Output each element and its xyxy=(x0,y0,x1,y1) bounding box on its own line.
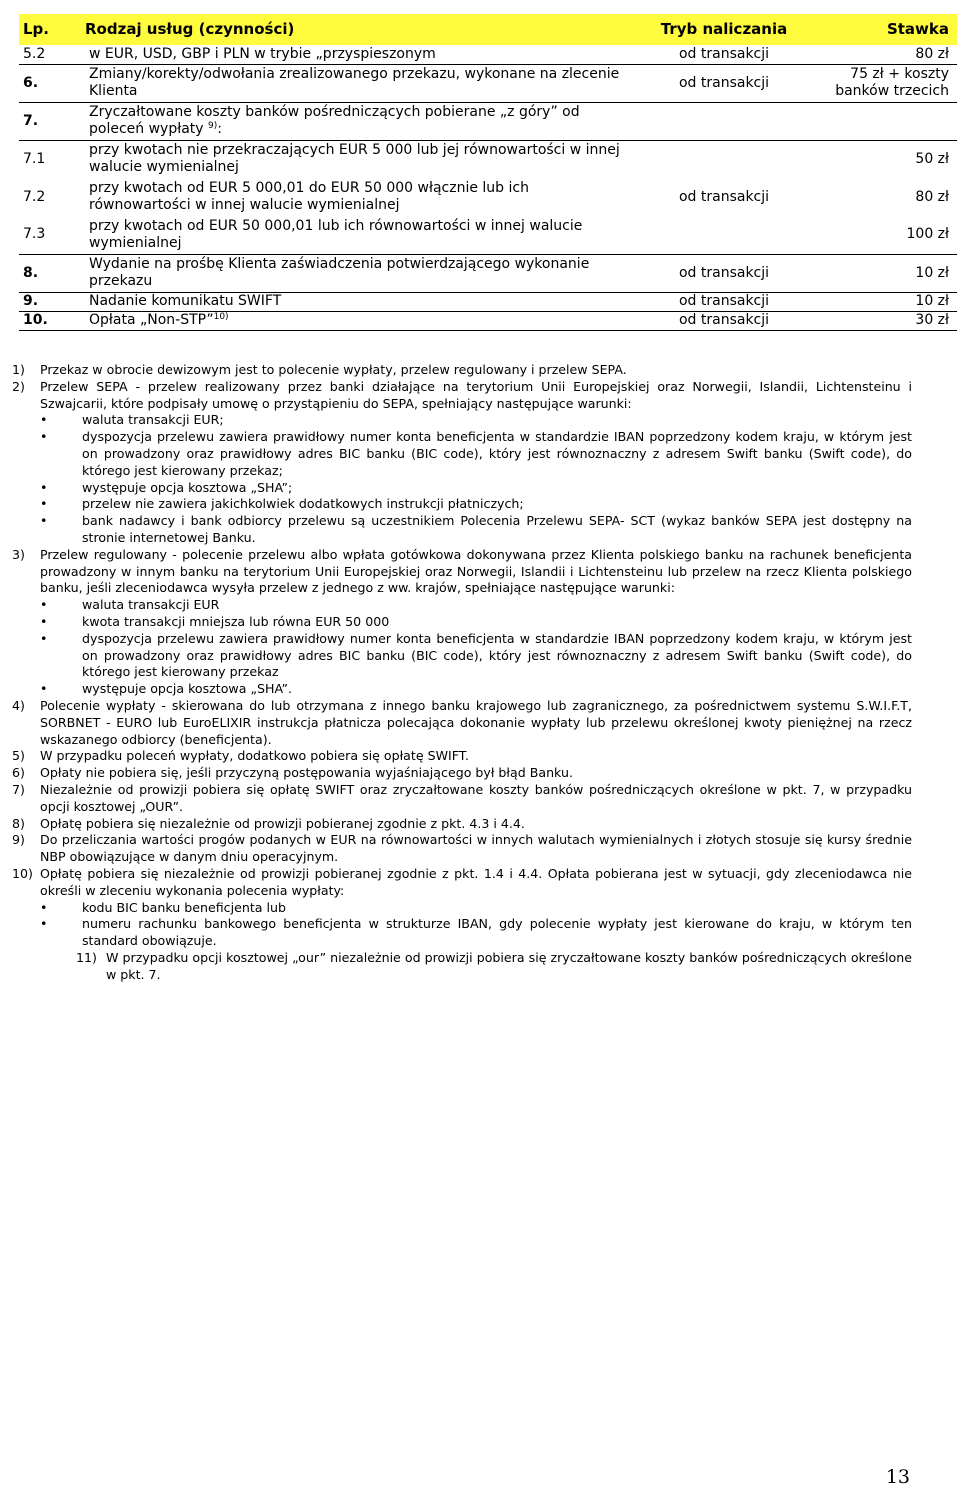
row-mode: od transakcji xyxy=(678,45,770,62)
footnote xyxy=(12,362,912,379)
footnote xyxy=(12,379,912,547)
row-desc: w EUR, USD, GBP i PLN w trybie „przyspieszonym xyxy=(89,45,436,62)
list-item: • występuje opcja kosztowa „SHA”. xyxy=(40,681,293,697)
footnote-ref: 10) xyxy=(213,312,229,322)
table-row xyxy=(19,64,957,102)
row-lp: 9. xyxy=(23,293,39,309)
row-desc-text: Opłata „Non-STP” xyxy=(89,312,214,328)
bullet-icon: • xyxy=(40,630,48,646)
row-rate: 10 zł xyxy=(915,264,949,281)
fee-table xyxy=(19,14,957,331)
footnotes xyxy=(12,362,912,983)
footnote xyxy=(12,816,912,833)
row-lp: 8. xyxy=(23,264,39,281)
footnote-number: 5) xyxy=(12,748,25,764)
footnote-ref: 9) xyxy=(208,121,218,131)
row-desc: przy kwotach od EUR 50 000,01 lub ich równowartości w innej walucie wymienialnej xyxy=(89,217,583,251)
list-item: • numeru rachunku bankowego beneficjenta w strukturze IBAN, gdy polecenie wypłaty jest kierowane do kraju, w którym ten standard obowiązuje. xyxy=(40,916,912,949)
footnote xyxy=(12,832,912,866)
row-rate: 75 zł + koszty banków trzecich xyxy=(835,66,949,99)
footnote-number: 10) xyxy=(12,865,33,881)
bullet-icon: • xyxy=(40,899,48,915)
row-lp: 5.2 xyxy=(23,45,46,62)
row-rate: 80 zł xyxy=(915,188,949,205)
bullet-list xyxy=(40,597,912,698)
table-row xyxy=(19,45,957,64)
list-item: • waluta transakcji EUR; xyxy=(40,412,224,428)
row-desc xyxy=(81,102,641,140)
row-rate: 80 zł xyxy=(915,45,949,62)
row-mode: od transakcji xyxy=(678,312,770,328)
table-header-row xyxy=(19,14,957,45)
footnote-number: 1) xyxy=(12,362,25,377)
footnote xyxy=(12,765,912,782)
footnote-number: 8) xyxy=(12,815,25,831)
bullet-icon: • xyxy=(40,613,48,629)
footnote-number: 11) xyxy=(76,949,97,965)
footnote-text: Niezależnie od prowizji pobiera się opłatę SWIFT oraz zryczałtowane koszty banków pośredniczących określone w pkt. 7, w przypadku opcji kosztowej „OUR”. xyxy=(40,781,912,814)
footnote xyxy=(12,547,912,698)
list-item: • waluta transakcji EUR xyxy=(40,597,220,613)
row-rate: 50 zł xyxy=(915,150,949,167)
row-rate: 10 zł xyxy=(915,293,949,309)
footnote-text: Opłatę pobiera się niezależnie od prowizji pobieranej zgodnie z pkt. 4.3 i 4.4. xyxy=(40,815,525,831)
footnote-number: 4) xyxy=(12,697,25,713)
footnote xyxy=(12,698,912,748)
bullet-list xyxy=(40,900,912,950)
header-mode: Tryb naliczania xyxy=(660,20,788,38)
bullet-icon: • xyxy=(40,496,48,512)
footnote-text: Do przeliczania wartości progów podanych w EUR na równowartości w innych walutach wymienialnych i złotych stosuje się kursy średnie NBP obowiązujące w danym dniu operacyjnym. xyxy=(40,832,912,865)
row-lp: 7. xyxy=(23,112,39,129)
row-desc-suffix: : xyxy=(217,121,222,137)
list-item: • dyspozycja przelewu zawiera prawidłowy numer konta beneficjenta w standardzie IBAN poprzedzony kodem kraju, w którym jest on prowadzony oraz prawidłowy adres BIC banku (BIC code), który jest równoznaczny z adresem Swift banku (Swift code), do którego jest kierowany przekaz; xyxy=(40,429,912,478)
table-row xyxy=(19,140,957,178)
table-row xyxy=(19,216,957,254)
list-item: • kodu BIC banku beneficjenta lub xyxy=(40,899,286,915)
row-rate: 100 zł xyxy=(906,226,949,243)
row-lp: 7.2 xyxy=(23,188,46,205)
footnote xyxy=(12,866,912,950)
row-mode: od transakcji xyxy=(678,293,770,309)
footnote-number: 3) xyxy=(12,546,25,562)
bullet-icon: • xyxy=(40,513,48,529)
footnote-text: Przelew SEPA - przelew realizowany przez banki działające na terytorium Unii Europejskiej oraz Norwegii, Islandii, Lichtensteinu i Szwajcarii, które podpisały umowę o przystąpieniu do SEPA, spełniający następujące warunki: xyxy=(40,378,912,411)
header-rate: Stawka xyxy=(886,20,949,38)
footnote-number: 7) xyxy=(12,781,25,797)
row-lp: 10. xyxy=(23,312,48,328)
header-lp: Lp. xyxy=(23,20,49,38)
footnote-text: W przypadku poleceń wypłaty, dodatkowo pobiera się opłatę SWIFT. xyxy=(40,748,469,764)
row-mode: od transakcji xyxy=(678,188,770,205)
row-desc: Wydanie na prośbę Klienta zaświadczenia potwierdzającego wykonanie przekazu xyxy=(89,256,590,289)
bullet-icon: • xyxy=(40,479,48,495)
bullet-icon: • xyxy=(40,681,48,697)
footnote xyxy=(12,782,912,816)
row-mode: od transakcji xyxy=(678,264,770,281)
row-mode: od transakcji xyxy=(678,74,770,91)
row-desc: przy kwotach od EUR 5 000,01 do EUR 50 000 włącznie lub ich równowartości w innej walucie wymienialnej xyxy=(89,180,529,213)
row-desc-text: Zryczałtowane koszty banków pośredniczących pobierane „z góry” od poleceń wypłaty xyxy=(89,104,580,137)
bullet-icon: • xyxy=(40,429,48,445)
list-item: • występuje opcja kosztowa „SHA”; xyxy=(40,479,293,495)
list-item: • dyspozycja przelewu zawiera prawidłowy numer konta beneficjenta w standardzie IBAN poprzedzony kodem kraju, w którym jest on prowadzony oraz prawidłowy adres BIC banku (BIC code), który jest równoznaczny z adresem Swift banku (Swift code), do którego jest kierowany przekaz xyxy=(40,630,912,680)
row-lp: 7.1 xyxy=(23,150,46,167)
page-number: 13 xyxy=(885,1466,910,1488)
row-desc xyxy=(81,311,641,330)
footnote-number: 6) xyxy=(12,765,25,781)
list-item: • przelew nie zawiera jakichkolwiek dodatkowych instrukcji płatniczych; xyxy=(40,496,524,512)
footnote xyxy=(12,950,912,984)
bullet-icon: • xyxy=(40,412,48,428)
row-desc: Zmiany/korekty/odwołania zrealizowanego przekazu, wykonane na zlecenie Klienta xyxy=(89,66,620,99)
footnote-number: 9) xyxy=(12,832,25,848)
bullet-icon: • xyxy=(40,597,48,613)
footnote-number: 2) xyxy=(12,378,25,394)
footnote xyxy=(12,748,912,765)
row-rate: 30 zł xyxy=(915,312,949,328)
header-service: Rodzaj usług (czynności) xyxy=(85,20,295,38)
list-item: • bank nadawcy i bank odbiorcy przelewu są uczestnikiem Polecenia Przelewu SEPA- SCT (wykaz banków SEPA jest dostępny na stronie internetowej Banku. xyxy=(40,513,912,545)
footnote-text: Przekaz w obrocie dewizowym jest to polecenie wypłaty, przelew regulowany i przelew SEPA. xyxy=(40,362,627,377)
bullet-list xyxy=(40,412,912,546)
row-desc: przy kwotach nie przekraczających EUR 5 000 lub jej równowartości w innej walucie wymienialnej xyxy=(89,142,620,176)
table-row xyxy=(19,292,957,311)
row-desc: Nadanie komunikatu SWIFT xyxy=(89,293,282,309)
table-row xyxy=(19,254,957,292)
footnote-text: Polecenie wypłaty - skierowana do lub otrzymana z innego banku krajowego lub zagranicznego, za pośrednictwem systemu S.W.I.F.T, SORBNET - EURO lub EuroELIXIR instrukcja płatnicza polecająca dokonanie wypłaty lub przelewu określonej kwoty pieniężnej na rzecz wskazanego odbiorcy (beneficjenta). xyxy=(40,697,912,747)
footnote-text: W przypadku opcji kosztowej „our” niezależnie od prowizji pobiera się zryczałtowane koszty banków pośredniczących określone w pkt. 7. xyxy=(106,949,912,982)
list-item: • kwota transakcji mniejsza lub równa EUR 50 000 xyxy=(40,613,390,629)
footnote-text: Przelew regulowany - polecenie przelewu albo wpłata gotówkowa dokonywana przez Klienta polskiego banku na rachunek beneficjenta prowadzony w innym banku na terytorium Unii Europejskiej oraz Norwegii, Islandii i Lichtensteinu lub przelew na rzecz Klienta polskiego banku, jeśli zleceniodawca wysyła przelew z jednego z ww. krajów, spełniające następujące warunki: xyxy=(40,546,912,596)
bullet-icon: • xyxy=(40,916,48,932)
table-row xyxy=(19,102,957,140)
row-lp: 6. xyxy=(23,74,39,91)
footnote-text: Opłaty nie pobiera się, jeśli przyczyną postępowania wyjaśniającego był błąd Banku. xyxy=(40,765,573,781)
footnote-text: Opłatę pobiera się niezależnie od prowizji pobieranej zgodnie z pkt. 1.4 i 4.4. Opłata pobierana jest w sytuacji, gdy zleceniodawca nie określi w zleceniu wykonania polecenia wypłaty: xyxy=(40,865,912,898)
table-row xyxy=(19,311,957,330)
row-lp: 7.3 xyxy=(23,226,46,243)
table-row xyxy=(19,178,957,216)
